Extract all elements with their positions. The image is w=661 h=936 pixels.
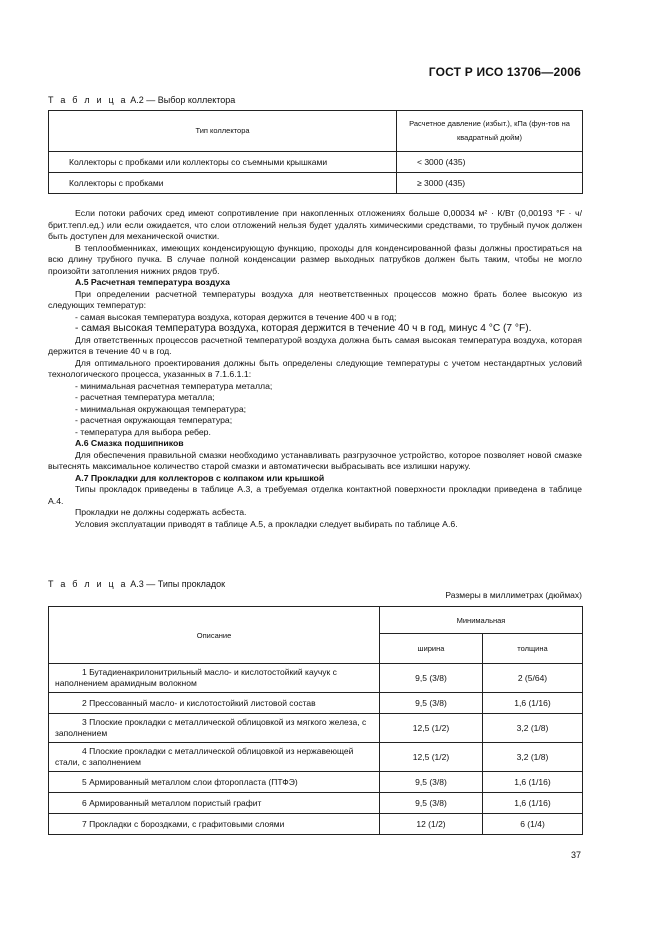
header-cell-description: Описание	[49, 607, 380, 664]
cell-type: Коллекторы с пробками или коллекторы со съемными крышками	[49, 152, 397, 173]
cell-width: 12 (1/2)	[380, 814, 483, 835]
paragraph: Для обеспечения правильной смазки необходимо устанавливать разгрузочное устройство, которое позволяет новой смазке вытеснять максимальное количество старой смазки и автоматически выбрасывать все излишки наружу.	[48, 449, 582, 471]
header-cell-minimal: Минимальная	[380, 607, 583, 634]
table-row	[49, 772, 583, 793]
list-item: - температура для выбора ребер.	[75, 426, 211, 437]
cell-thickness: 3,2 (1/8)	[483, 714, 583, 743]
cell-description: 4 Плоские прокладки с металлической облицовкой из нержавеющей стали, с заполнением	[49, 743, 380, 772]
cell-thickness: 2 (5/64)	[483, 664, 583, 693]
table-row	[49, 714, 583, 743]
paragraph: При определении расчетной температуры воздуха для неответственных процессов можно брать более высокую из следующих температур:	[48, 288, 582, 310]
list-item: - самая высокая температура воздуха, которая держится в течение 400 ч в год;	[75, 311, 397, 322]
table-a3	[48, 606, 583, 835]
table-a3-caption: Т а б л и ц а А.3 — Типы прокладок	[48, 579, 226, 589]
table-row	[49, 793, 583, 814]
body-text	[48, 208, 582, 530]
header-cell-width: ширина	[380, 634, 483, 664]
paragraph: Если потоки рабочих сред имеют сопротивление при накопленных отложениях больше 0,00034 м² · К/Вт (0,00193 °F · ч/брит.тепл.ед.) или если ожидается, что слои отложений нельзя будет удалять химическими средствами, то трубный пучок должен быть доступен для механической очистки.	[48, 208, 582, 241]
paragraph: Типы прокладок приведены в таблице А.3, а требуемая отделка контактной поверхности прокладки приведена в таблице А.4.	[48, 484, 582, 506]
header-cell-pressure: Расчетное давление (избыт.), кПа (фун-тов на квадратный дюйм)	[397, 111, 583, 152]
cell-thickness: 1,6 (1/16)	[483, 772, 583, 793]
cell-width: 12,5 (1/2)	[380, 714, 483, 743]
cell-pressure: < 3000 (435)	[397, 152, 583, 173]
section-title-a7: А.7 Прокладки для коллекторов с колпаком или крышкой	[75, 472, 325, 483]
paragraph: Условия эксплуатации приводят в таблице А.5, а прокладки следует выбирать по таблице А.6.	[75, 518, 458, 529]
list-item: - минимальная расчетная температура металла;	[75, 380, 273, 391]
cell-thickness: 1,6 (1/16)	[483, 793, 583, 814]
list-item: - самая высокая температура воздуха, которая держится в течение 40 ч в год, минус 4 °С (7 °F).	[75, 323, 532, 334]
document-header: ГОСТ Р ИСО 13706—2006	[428, 65, 581, 79]
cell-width: 9,5 (3/8)	[380, 664, 483, 693]
cell-description: 1 Бутадиенакрилонитрильный масло- и кислотостойкий каучук с наполнением арамидным волокном	[49, 664, 380, 693]
cell-width: 9,5 (3/8)	[380, 772, 483, 793]
paragraph: Прокладки не должны содержать асбеста.	[75, 507, 247, 517]
dimensions-note: Размеры в миллиметрах (дюймах)	[445, 590, 582, 600]
table-row	[49, 743, 583, 772]
cell-description: 6 Армированный металлом пористый графит	[49, 793, 380, 814]
cell-width: 9,5 (3/8)	[380, 793, 483, 814]
page-number: 37	[570, 850, 581, 860]
table-header-row	[49, 607, 583, 634]
table-row	[49, 693, 583, 714]
cell-width: 9,5 (3/8)	[380, 693, 483, 714]
section-title-a5: А.5 Расчетная температура воздуха	[75, 277, 230, 287]
paragraph: Для оптимального проектирования должны быть определены следующие температуры с учетом нестандартных условий технологического процесса, указанных в 7.1.6.1.1:	[48, 357, 582, 379]
cell-description: 3 Плоские прокладки с металлической облицовкой из мягкого железа, с заполнением	[49, 714, 380, 743]
cell-pressure: ≥ 3000 (435)	[397, 173, 583, 194]
table-row	[49, 814, 583, 835]
cell-description: 5 Армированный металлом слои фторопласта (ПТФЭ)	[49, 772, 380, 793]
header-cell-type: Тип коллектора	[49, 111, 397, 152]
cell-description: 7 Прокладки с бороздками, с графитовыми слоями	[49, 814, 380, 835]
list-item: - расчетная окружающая температура;	[75, 415, 233, 425]
list-item: - минимальная окружающая температура;	[75, 403, 247, 414]
cell-description: 2 Прессованный масло- и кислотостойкий листовой состав	[49, 693, 380, 714]
table-row	[49, 152, 583, 173]
cell-type: Коллекторы с пробками	[49, 173, 397, 194]
cell-width: 12,5 (1/2)	[380, 743, 483, 772]
table-row	[49, 664, 583, 693]
table-a2	[48, 110, 583, 194]
paragraph: В теплообменниках, имеющих конденсирующую функцию, проходы для конденсированной фазы должны простираться на всю длину трубного пучка. В случае полной конденсации размер выходных патрубков должен быть таким, чтобы не могло произойти затопления нижних рядов труб.	[48, 242, 582, 276]
cell-thickness: 3,2 (1/8)	[483, 743, 583, 772]
table-a2-caption: Т а б л и ц а А.2 — Выбор коллектора	[48, 95, 236, 105]
header-cell-thickness: толщина	[483, 634, 583, 664]
table-row	[49, 173, 583, 194]
section-title-a6: А.6 Смазка подшипников	[75, 438, 184, 448]
paragraph: Для ответственных процессов расчетной температурой воздуха должна быть самая высокая температура воздуха, которая держится в течение 40 ч в год.	[48, 334, 582, 356]
cell-thickness: 1,6 (1/16)	[483, 693, 583, 714]
table-header-row	[49, 111, 583, 152]
cell-thickness: 6 (1/4)	[483, 814, 583, 835]
list-item: - расчетная температура металла;	[75, 392, 215, 402]
